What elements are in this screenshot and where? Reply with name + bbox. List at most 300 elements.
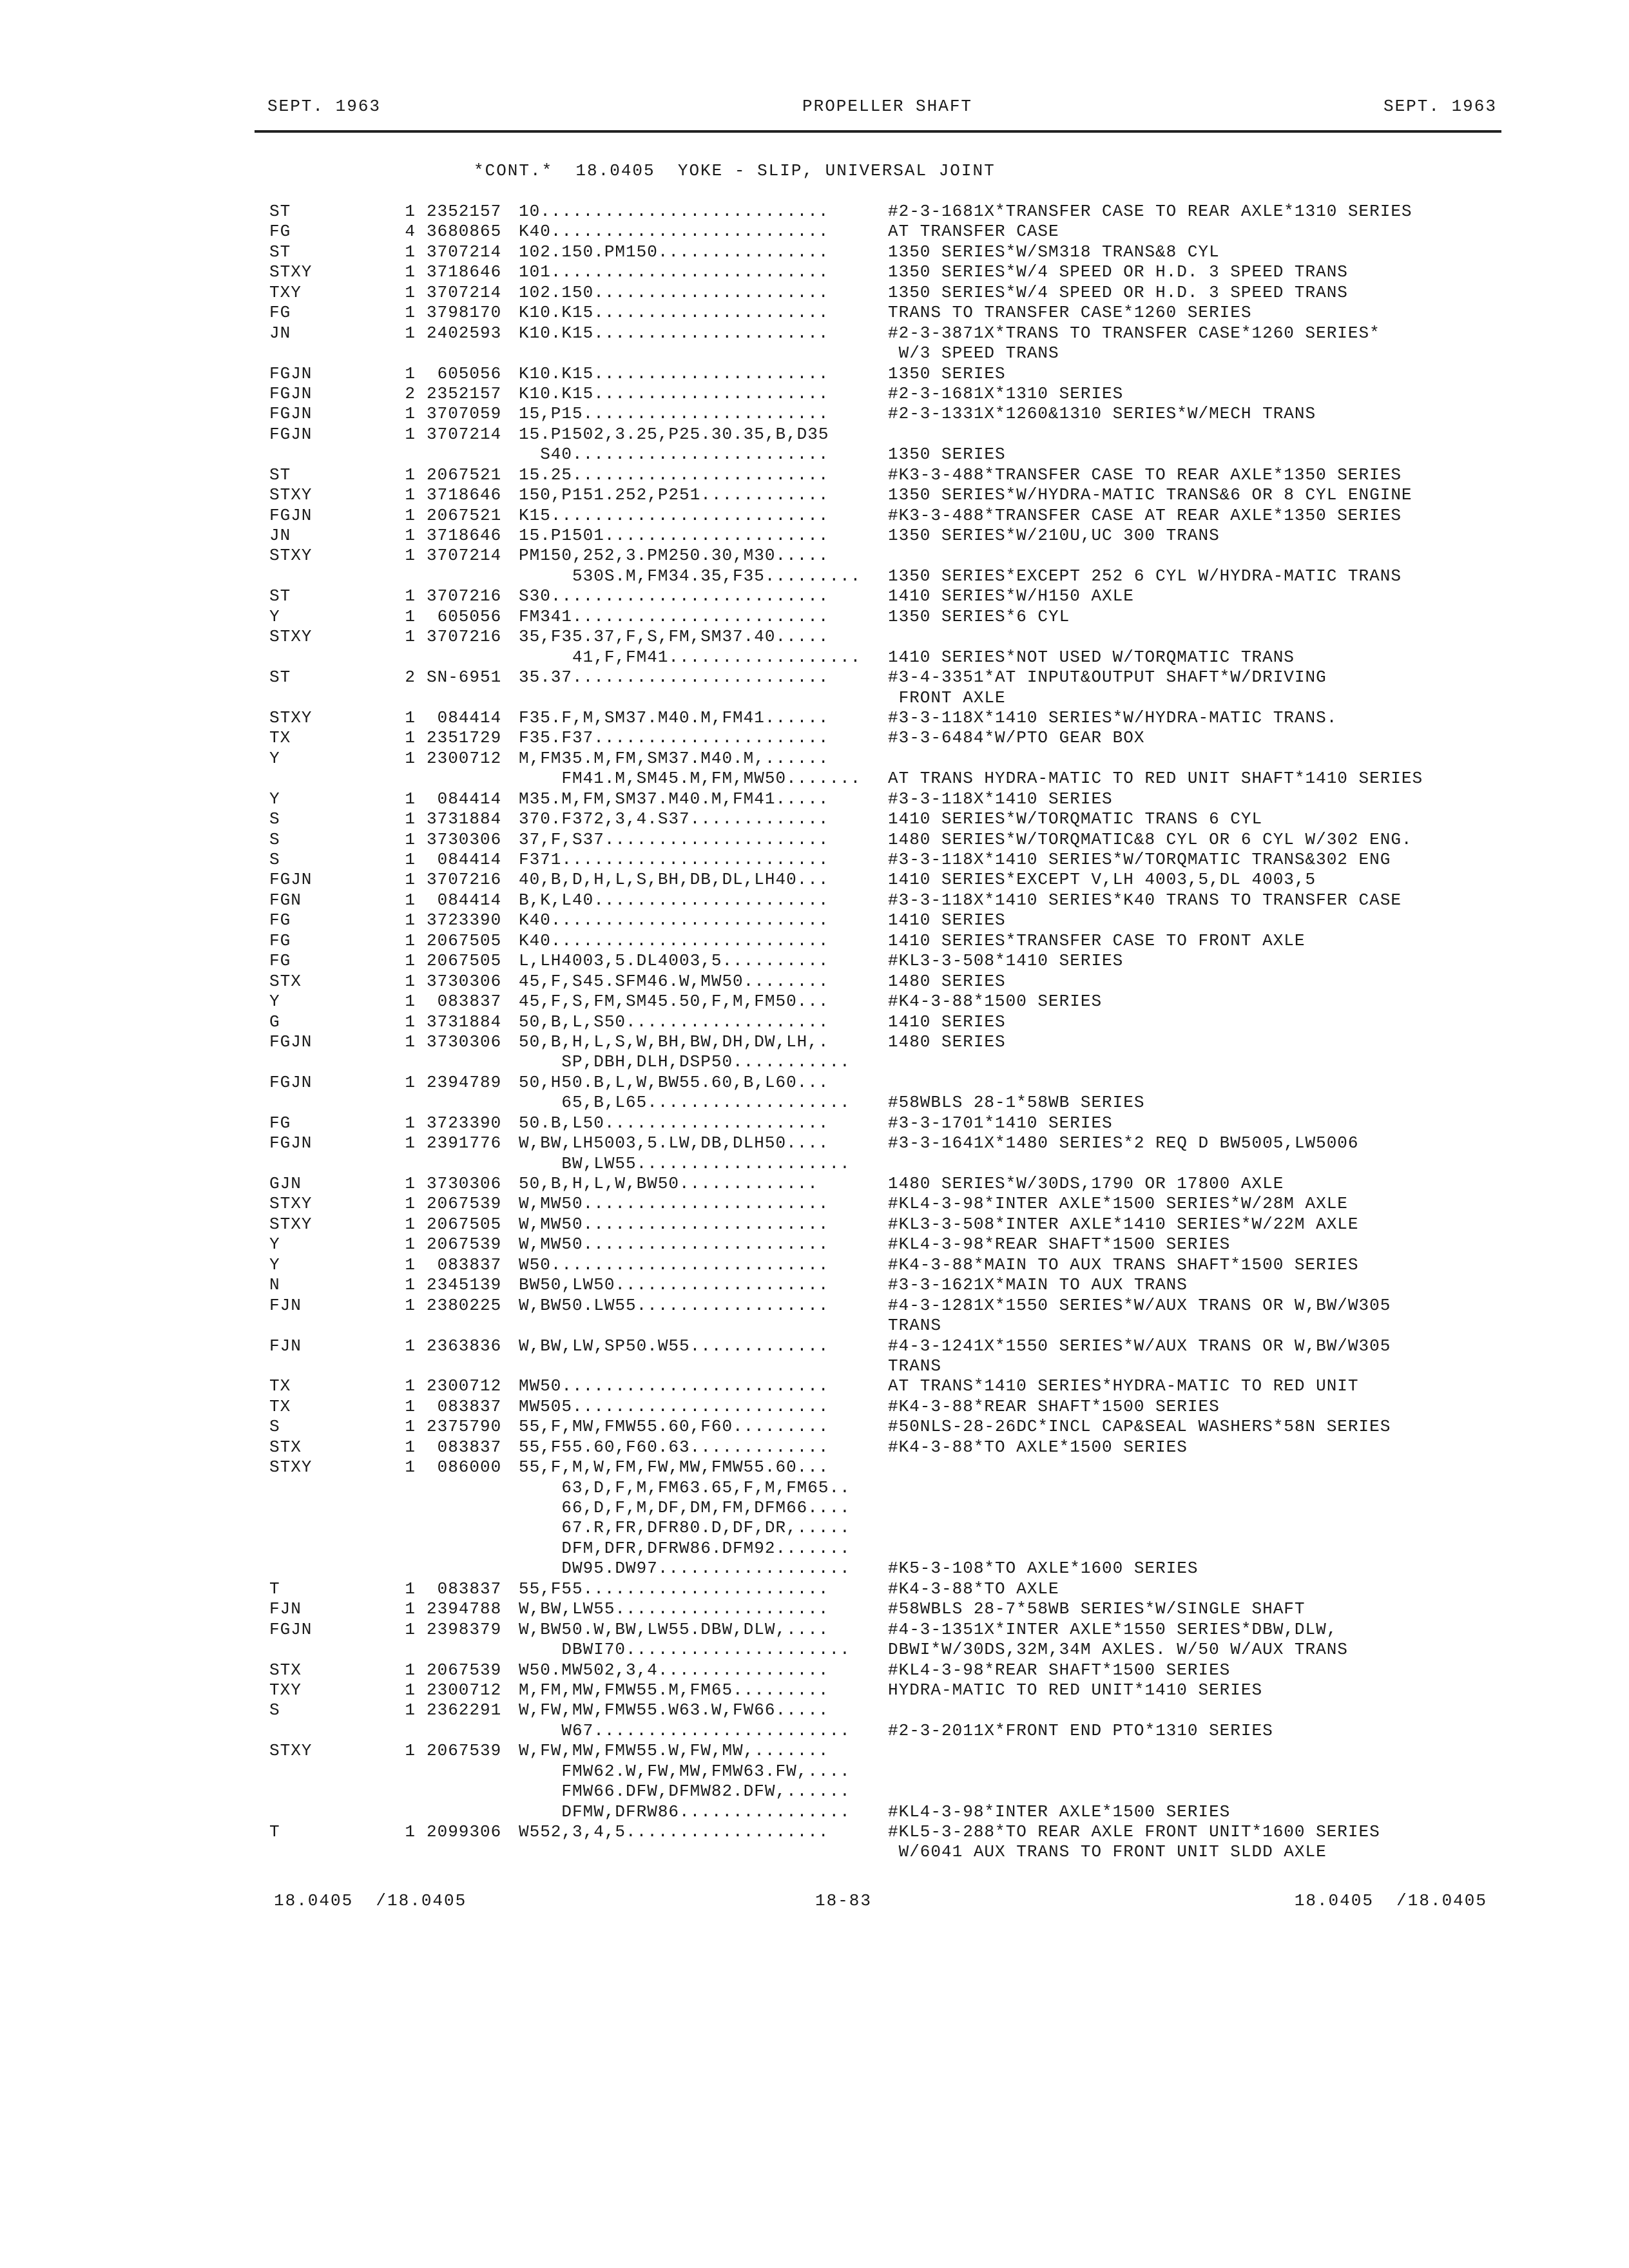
description: 1410 SERIES*TRANSFER CASE TO FRONT AXLE <box>888 930 1306 950</box>
quantity: 1 <box>405 1295 416 1315</box>
model-type: STXY <box>269 1214 313 1234</box>
part-number: 2394788 <box>427 1599 502 1619</box>
model-list: FMW62.W,FW,MW,FMW63.FW,.... <box>519 1761 851 1781</box>
table-row <box>0 1822 1629 1842</box>
description: FRONT AXLE <box>888 687 1006 707</box>
quantity: 1 <box>405 789 416 809</box>
model-list: W50.......................... <box>519 1254 829 1274</box>
description: #4-3-1241X*1550 SERIES*W/AUX TRANS OR W,BW/W305 <box>888 1336 1391 1356</box>
model-list: FMW66.DFW,DFMW82.DFW,...... <box>519 1782 851 1802</box>
model-list: W,BW,LW55.................... <box>519 1599 829 1619</box>
model-type: FGJN <box>269 1619 313 1639</box>
table-row <box>0 1012 1629 1032</box>
description: #KL4-3-98*INTER AXLE*1500 SERIES*W/28M AXLE <box>888 1194 1348 1214</box>
table-row <box>0 1782 1629 1802</box>
model-type: ST <box>269 668 291 687</box>
description: 1410 SERIES <box>888 910 1006 930</box>
model-list: DW95.DW97.................. <box>519 1559 851 1579</box>
model-list: 370.F372,3,4.S37............. <box>519 809 829 829</box>
table-row <box>0 364 1629 384</box>
quantity: 1 <box>405 1579 416 1599</box>
quantity: 4 <box>405 222 416 242</box>
description: #3-4-3351*AT INPUT&OUTPUT SHAFT*W/DRIVING <box>888 668 1327 687</box>
quantity: 1 <box>405 1457 416 1477</box>
description: #4-3-1281X*1550 SERIES*W/AUX TRANS OR W,BW/W305 <box>888 1295 1391 1315</box>
quantity: 1 <box>405 1376 416 1396</box>
table-row <box>0 931 1629 951</box>
quantity: 1 <box>405 707 416 727</box>
description: 1410 SERIES*EXCEPT V,LH 4003,5,DL 4003,5 <box>888 870 1316 890</box>
model-type: STXY <box>269 627 313 647</box>
table-row <box>0 1417 1629 1437</box>
description: #3-3-1701*1410 SERIES <box>888 1113 1113 1133</box>
description: #K4-3-88*MAIN TO AUX TRANS SHAFT*1500 SERIES <box>888 1254 1359 1274</box>
quantity: 1 <box>405 1275 416 1295</box>
model-type: FGJN <box>269 505 313 525</box>
quantity: 1 <box>405 1619 416 1639</box>
table-row <box>0 1032 1629 1052</box>
part-number: 2067521 <box>427 465 502 485</box>
part-number: 2300712 <box>427 748 502 768</box>
model-list: 55,F55....................... <box>519 1579 829 1599</box>
part-number: 3707214 <box>427 282 502 302</box>
description: 1410 SERIES*NOT USED W/TORQMATIC TRANS <box>888 647 1295 667</box>
part-number: 3730306 <box>427 829 502 849</box>
model-type: STXY <box>269 485 313 505</box>
table-row <box>0 1579 1629 1599</box>
model-type: TX <box>269 728 291 748</box>
part-number: 086000 <box>427 1457 502 1477</box>
table-row <box>0 607 1629 627</box>
table-row <box>0 870 1629 890</box>
part-number: 084414 <box>427 789 502 809</box>
model-list: 50,H50.B,L,W,BW55.60,B,L60... <box>519 1072 829 1092</box>
table-row <box>0 688 1629 708</box>
model-type: FGJN <box>269 1032 313 1052</box>
quantity: 1 <box>405 829 416 849</box>
table-row <box>0 1802 1629 1822</box>
description: DBWI*W/30DS,32M,34M AXLES. W/50 W/AUX TRANS <box>888 1640 1348 1660</box>
part-number: 2300712 <box>427 1376 502 1396</box>
model-type: FG <box>269 222 291 242</box>
part-number: 2391776 <box>427 1133 502 1153</box>
table-row <box>0 222 1629 242</box>
model-list: F35.F,M,SM37.M40.M,FM41...... <box>519 707 829 727</box>
model-type: FGN <box>269 890 302 910</box>
table-row <box>0 1215 1629 1235</box>
model-type: JN <box>269 323 291 343</box>
model-list: B,K,L40...................... <box>519 890 829 910</box>
description: #K4-3-88*REAR SHAFT*1500 SERIES <box>888 1396 1220 1416</box>
model-list: 150,P151.252,P251............ <box>519 485 829 505</box>
quantity: 1 <box>405 546 416 566</box>
part-number: 3718646 <box>427 262 502 282</box>
model-type: S <box>269 829 280 849</box>
quantity: 1 <box>405 1396 416 1416</box>
model-type: T <box>269 1579 280 1599</box>
table-row <box>0 485 1629 505</box>
quantity: 1 <box>405 1235 416 1254</box>
quantity: 1 <box>405 1113 416 1133</box>
table-row <box>0 1478 1629 1498</box>
quantity: 1 <box>405 1174 416 1193</box>
part-number: 2300712 <box>427 1680 502 1700</box>
model-list: F35.F37...................... <box>519 728 829 748</box>
part-number: 2067539 <box>427 1235 502 1254</box>
description: W/3 SPEED TRANS <box>888 343 1059 363</box>
part-number: 2067505 <box>427 1214 502 1234</box>
description: #58WBLS 28-1*58WB SERIES <box>888 1093 1145 1113</box>
model-type: STXY <box>269 707 313 727</box>
quantity: 1 <box>405 1822 416 1841</box>
quantity: 1 <box>405 1012 416 1032</box>
table-row <box>0 1336 1629 1356</box>
model-type: Y <box>269 606 280 626</box>
table-row <box>0 1113 1629 1133</box>
model-type: Y <box>269 789 280 809</box>
description: #K4-3-88*TO AXLE <box>888 1579 1059 1599</box>
model-list: 65,B,L65................... <box>519 1093 851 1113</box>
quantity: 1 <box>405 1599 416 1619</box>
part-number: 3723390 <box>427 1113 502 1133</box>
quantity: 1 <box>405 1072 416 1092</box>
quantity: 1 <box>405 1660 416 1680</box>
table-row <box>0 769 1629 789</box>
model-list: 15.P1502,3.25,P25.30.35,B,D35 <box>519 424 829 444</box>
table-row <box>0 1437 1629 1457</box>
table-row <box>0 566 1629 586</box>
model-type: S <box>269 1700 280 1720</box>
quantity: 1 <box>405 485 416 505</box>
header-rule <box>255 130 1501 133</box>
model-type: FGJN <box>269 363 313 383</box>
table-row <box>0 1154 1629 1174</box>
table-row <box>0 465 1629 485</box>
model-type: FG <box>269 951 291 971</box>
model-type: STX <box>269 1660 302 1680</box>
table-row <box>0 506 1629 526</box>
description: 1350 SERIES <box>888 363 1006 383</box>
part-number: 2345139 <box>427 1275 502 1295</box>
quantity: 1 <box>405 526 416 545</box>
description: 1350 SERIES*W/4 SPEED OR H.D. 3 SPEED TRANS <box>888 282 1348 302</box>
model-list: 102.150...................... <box>519 282 829 302</box>
table-row <box>0 749 1629 769</box>
model-type: T <box>269 1822 280 1841</box>
model-type: FG <box>269 1113 291 1133</box>
part-number: 083837 <box>427 1396 502 1416</box>
part-number: 2380225 <box>427 1295 502 1315</box>
part-number: 3707216 <box>427 586 502 606</box>
part-number: 3707214 <box>427 424 502 444</box>
model-list: 55,F55.60,F60.63............. <box>519 1437 829 1457</box>
model-list: FM41.M,SM45.M,FM,MW50....... <box>519 769 862 789</box>
model-list: 15.25........................ <box>519 465 829 485</box>
quantity: 1 <box>405 242 416 262</box>
part-number: 3731884 <box>427 809 502 829</box>
model-list: 35.37........................ <box>519 668 829 687</box>
description: AT TRANS*1410 SERIES*HYDRA-MATIC TO RED UNIT <box>888 1376 1359 1396</box>
model-list: 50,B,H,L,W,BW50............. <box>519 1174 818 1193</box>
description: #3-3-6484*W/PTO GEAR BOX <box>888 728 1145 748</box>
model-list: 66,D,F,M,DF,DM,FM,DFM66.... <box>519 1498 851 1517</box>
description: #2-3-1681X*1310 SERIES <box>888 383 1124 403</box>
description: #K3-3-488*TRANSFER CASE TO REAR AXLE*1350 SERIES <box>888 465 1402 485</box>
model-list: W,MW50....................... <box>519 1194 829 1214</box>
table-row <box>0 1518 1629 1538</box>
quantity: 1 <box>405 404 416 424</box>
model-type: STXY <box>269 1194 313 1214</box>
model-type: FGJN <box>269 383 313 403</box>
quantity: 2 <box>405 383 416 403</box>
part-number: 083837 <box>427 1254 502 1274</box>
part-number: 084414 <box>427 890 502 910</box>
model-list: DFM,DFR,DFRW86.DFM92....... <box>519 1538 851 1558</box>
model-list: 45,F,S45.SFM46.W,MW50........ <box>519 971 829 991</box>
model-type: TX <box>269 1376 291 1396</box>
part-number: 2067539 <box>427 1741 502 1761</box>
description: #2-3-3871X*TRANS TO TRANSFER CASE*1260 SERIES* <box>888 323 1380 343</box>
part-number: 2067505 <box>427 930 502 950</box>
table-row <box>0 384 1629 404</box>
model-list: W,BW50.LW55.................. <box>519 1295 829 1315</box>
model-list: W,FW,MW,FMW55.W63.W,FW66..... <box>519 1700 829 1720</box>
table-row <box>0 1700 1629 1720</box>
description: 1410 SERIES <box>888 1012 1006 1032</box>
part-number: 2067505 <box>427 951 502 971</box>
part-number: 084414 <box>427 707 502 727</box>
model-type: S <box>269 850 280 869</box>
part-number: 2394789 <box>427 1072 502 1092</box>
table-row <box>0 1559 1629 1579</box>
model-list: 530S.M,FM34.35,F35......... <box>519 566 862 586</box>
table-row <box>0 1073 1629 1093</box>
description: #58WBLS 28-7*58WB SERIES*W/SINGLE SHAFT <box>888 1599 1306 1619</box>
description: 1350 SERIES <box>888 445 1006 465</box>
model-type: S <box>269 809 280 829</box>
model-list: W,BW,LW,SP50.W55............. <box>519 1336 829 1356</box>
quantity: 1 <box>405 930 416 950</box>
model-list: S40........................ <box>519 445 829 465</box>
table-row <box>0 242 1629 262</box>
quantity: 1 <box>405 1254 416 1274</box>
part-number: 084414 <box>427 850 502 869</box>
model-list: 55,F,MW,FMW55.60,F60......... <box>519 1417 829 1437</box>
table-row <box>0 910 1629 930</box>
model-list: K10.K15...................... <box>519 383 829 403</box>
model-list: 102.150.PM150................ <box>519 242 829 262</box>
description: AT TRANS HYDRA-MATIC TO RED UNIT SHAFT*1410 SERIES <box>888 769 1423 789</box>
header-date-right: SEPT. 1963 <box>1383 97 1497 116</box>
description: #3-3-118X*1410 SERIES*W/HYDRA-MATIC TRANS. <box>888 707 1338 727</box>
model-type: Y <box>269 748 280 768</box>
description: 1480 SERIES <box>888 971 1006 991</box>
model-type: FGJN <box>269 1072 313 1092</box>
quantity: 1 <box>405 728 416 748</box>
model-type: ST <box>269 586 291 606</box>
quantity: 1 <box>405 748 416 768</box>
table-row <box>0 1356 1629 1376</box>
table-row <box>0 343 1629 363</box>
table-row <box>0 1174 1629 1194</box>
description: 1480 SERIES*W/TORQMATIC&8 CYL OR 6 CYL W/302 ENG. <box>888 829 1412 849</box>
description: W/6041 AUX TRANS TO FRONT UNIT SLDD AXLE <box>888 1842 1327 1862</box>
footer-ref-right: 18.0405 /18.0405 <box>1294 1891 1487 1910</box>
model-list: 35,F35.37,F,S,FM,SM37.40..... <box>519 627 829 647</box>
model-list: 15.P1501..................... <box>519 526 829 545</box>
model-list: W552,3,4,5................... <box>519 1822 829 1841</box>
quantity: 1 <box>405 627 416 647</box>
model-type: JN <box>269 526 291 545</box>
table-row <box>0 1457 1629 1477</box>
part-number: 2067539 <box>427 1194 502 1214</box>
model-type: STXY <box>269 546 313 566</box>
table-row <box>0 1235 1629 1254</box>
table-row <box>0 668 1629 687</box>
part-number: 2352157 <box>427 383 502 403</box>
model-list: BW,LW55.................... <box>519 1153 851 1173</box>
table-row <box>0 648 1629 668</box>
table-row <box>0 1376 1629 1396</box>
table-row <box>0 789 1629 809</box>
model-list: 45,F,S,FM,SM45.50,F,M,FM50... <box>519 992 829 1012</box>
quantity: 1 <box>405 951 416 971</box>
parts-table <box>0 202 1629 1863</box>
table-row <box>0 586 1629 606</box>
model-type: Y <box>269 1235 280 1254</box>
model-type: TXY <box>269 1680 302 1700</box>
model-list: W,BW50.W,BW,LW55.DBW,DLW,.... <box>519 1619 829 1639</box>
table-row <box>0 1842 1629 1862</box>
description: #KL4-3-98*REAR SHAFT*1500 SERIES <box>888 1235 1231 1254</box>
model-type: STX <box>269 1437 302 1457</box>
table-row <box>0 1316 1629 1336</box>
model-list: 50,B,H,L,S,W,BH,BW,DH,DW,LH,. <box>519 1032 829 1052</box>
model-type: FJN <box>269 1599 302 1619</box>
model-list: W,FW,MW,FMW55.W,FW,MW,....... <box>519 1741 829 1761</box>
quantity: 1 <box>405 910 416 930</box>
model-list: M,FM35.M,FM,SM37.M40.M,...... <box>519 748 829 768</box>
model-list: K10.K15...................... <box>519 363 829 383</box>
description: 1350 SERIES*EXCEPT 252 6 CYL W/HYDRA-MATIC TRANS <box>888 566 1402 586</box>
part-number: 3718646 <box>427 526 502 545</box>
part-number: 2375790 <box>427 1417 502 1437</box>
part-number: 3707216 <box>427 870 502 890</box>
quantity: 1 <box>405 586 416 606</box>
part-number: 3731884 <box>427 1012 502 1032</box>
quantity: 1 <box>405 323 416 343</box>
table-row <box>0 323 1629 343</box>
model-type: FG <box>269 303 291 323</box>
table-row <box>0 1255 1629 1275</box>
model-type: FGJN <box>269 404 313 424</box>
description: #K4-3-88*TO AXLE*1500 SERIES <box>888 1437 1188 1457</box>
model-type: FGJN <box>269 870 313 890</box>
part-number: 2351729 <box>427 728 502 748</box>
model-type: TXY <box>269 282 302 302</box>
footer-ref-left: 18.0405 /18.0405 <box>274 1891 467 1910</box>
model-list: K10.K15...................... <box>519 323 829 343</box>
description: #3-3-118X*1410 SERIES <box>888 789 1113 809</box>
quantity: 1 <box>405 606 416 626</box>
quantity: 1 <box>405 1336 416 1356</box>
table-row <box>0 1275 1629 1295</box>
quantity: 1 <box>405 1032 416 1052</box>
table-row <box>0 1640 1629 1660</box>
table-row <box>0 1133 1629 1153</box>
part-number: 2363836 <box>427 1336 502 1356</box>
description: #KL5-3-288*TO REAR AXLE FRONT UNIT*1600 SERIES <box>888 1822 1380 1841</box>
table-row <box>0 1052 1629 1072</box>
part-number: 3723390 <box>427 910 502 930</box>
model-list: PM150,252,3.PM250.30,M30..... <box>519 546 829 566</box>
model-type: ST <box>269 465 291 485</box>
description: #KL3-3-508*1410 SERIES <box>888 951 1124 971</box>
model-type: GJN <box>269 1174 302 1193</box>
model-list: K40.......................... <box>519 910 829 930</box>
table-row <box>0 404 1629 424</box>
model-list: 15,P15....................... <box>519 404 829 424</box>
part-number: 2362291 <box>427 1700 502 1720</box>
table-row <box>0 1093 1629 1113</box>
description: 1350 SERIES*W/SM318 TRANS&8 CYL <box>888 242 1220 262</box>
model-list: S30.......................... <box>519 586 829 606</box>
quantity: 1 <box>405 303 416 323</box>
model-list: FM341........................ <box>519 606 829 626</box>
part-number: 3730306 <box>427 971 502 991</box>
description: 1350 SERIES*W/HYDRA-MATIC TRANS&6 OR 8 CYL ENGINE <box>888 485 1412 505</box>
quantity: 1 <box>405 850 416 869</box>
description: #KL4-3-98*INTER AXLE*1500 SERIES <box>888 1802 1231 1821</box>
model-list: 67.R,FR,DFR80.D,DF,DR,..... <box>519 1518 851 1538</box>
description: TRANS <box>888 1356 942 1376</box>
part-number: 3707214 <box>427 546 502 566</box>
description: #2-3-1681X*TRANSFER CASE TO REAR AXLE*1310 SERIES <box>888 202 1412 221</box>
table-row <box>0 303 1629 323</box>
part-number: 083837 <box>427 1437 502 1457</box>
table-row <box>0 1741 1629 1761</box>
table-row <box>0 1296 1629 1316</box>
model-list: W,MW50....................... <box>519 1214 829 1234</box>
table-row <box>0 972 1629 992</box>
part-number: 3718646 <box>427 485 502 505</box>
header-section-title: PROPELLER SHAFT <box>802 97 973 116</box>
model-type: N <box>269 1275 280 1295</box>
quantity: 1 <box>405 1437 416 1457</box>
model-list: MW505........................ <box>519 1396 829 1416</box>
quantity: 1 <box>405 363 416 383</box>
model-type: FGJN <box>269 1133 313 1153</box>
quantity: 1 <box>405 971 416 991</box>
table-row <box>0 526 1629 546</box>
part-number: 2099306 <box>427 1822 502 1841</box>
model-list: W,BW,LH5003,5.LW,DB,DLH50.... <box>519 1133 829 1153</box>
model-type: FJN <box>269 1295 302 1315</box>
table-row <box>0 1660 1629 1680</box>
table-row <box>0 708 1629 728</box>
model-list: SP,DBH,DLH,DSP50........... <box>519 1052 851 1072</box>
model-type: TX <box>269 1396 291 1416</box>
description: 1410 SERIES*W/TORQMATIC TRANS 6 CYL <box>888 809 1263 829</box>
model-list: 10........................... <box>519 202 829 221</box>
model-list: 63,D,F,M,FM63.65,F,M,FM65.. <box>519 1477 851 1497</box>
description: #K3-3-488*TRANSFER CASE AT REAR AXLE*1350 SERIES <box>888 505 1402 525</box>
model-list: 55,F,M,W,FM,FW,MW,FMW55.60... <box>519 1457 829 1477</box>
description: #KL4-3-98*REAR SHAFT*1500 SERIES <box>888 1660 1231 1680</box>
description: #2-3-2011X*FRONT END PTO*1310 SERIES <box>888 1720 1273 1740</box>
table-row <box>0 1762 1629 1782</box>
section-subtitle: *CONT.* 18.0405 YOKE - SLIP, UNIVERSAL JOINT <box>474 161 996 180</box>
